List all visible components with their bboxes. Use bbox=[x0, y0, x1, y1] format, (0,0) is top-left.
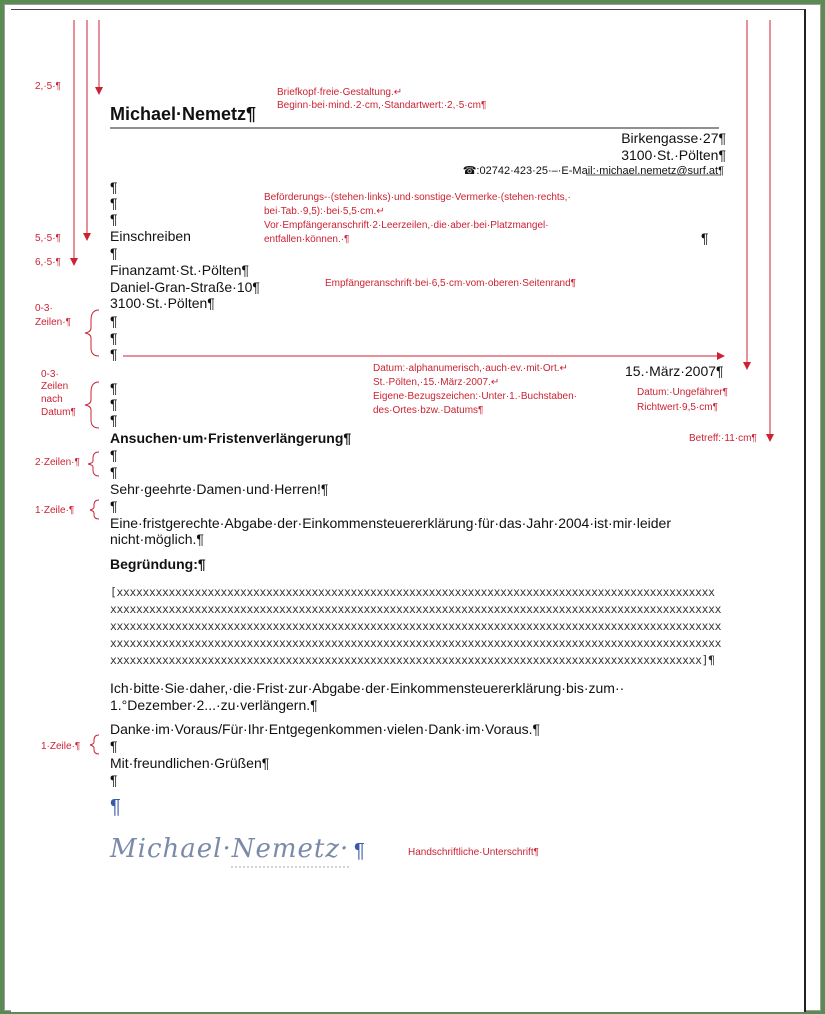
request-text: 1.°Dezember·2...·zu·verlängern.¶ bbox=[110, 697, 318, 713]
date-position-annotation: Richtwert·9,5·cm¶ bbox=[637, 402, 718, 413]
date-annotation: des·Ortes·bzw.·Datums¶ bbox=[373, 405, 484, 416]
recipient-line: 3100·St.·Pölten¶ bbox=[110, 295, 215, 311]
empty-paragraph: ¶ bbox=[110, 380, 118, 396]
margin-annotation: Zeilen·¶ bbox=[35, 317, 71, 328]
empty-paragraph: ¶ bbox=[110, 396, 118, 412]
empty-paragraph: ¶ bbox=[110, 330, 118, 346]
letter-date: 15.·März·2007¶ bbox=[625, 363, 724, 379]
body-text: nicht·möglich.¶ bbox=[110, 531, 204, 547]
margin-annotation: 2·Zeilen·¶ bbox=[35, 457, 80, 468]
recipient-line: Finanzamt·St.·Pölten¶ bbox=[110, 262, 250, 278]
recipient-line: Daniel-Gran-Straße·10¶ bbox=[110, 279, 260, 295]
body-text: Eine·fristgerechte·Abgabe·der·Einkommensteuererklärung·für·das·Jahr·2004·ist·mir·leider bbox=[110, 515, 671, 531]
empty-paragraph: ¶ bbox=[110, 346, 118, 362]
empty-paragraph: ¶ bbox=[110, 464, 118, 480]
sender-name: Michael·Nemetz¶ bbox=[110, 104, 257, 124]
reason-heading: Begründung:¶ bbox=[110, 556, 206, 572]
empty-paragraph: ¶ bbox=[701, 230, 709, 246]
sender-street: Birkengasse·27¶ bbox=[621, 130, 726, 146]
delivery-annotation: Beförderungs-·(stehen·links)·und·sonstige·Vermerke·(stehen·rechts,· bbox=[264, 192, 571, 203]
placeholder-text: [xxxxxxxxxxxxxxxxxxxxxxxxxxxxxxxxxxxxxxxxxxxxxxxxxxxxxxxxxxxxxxxxxxxxxxxxxxxxxxxxxxxxxxxxxxxx bbox=[110, 586, 715, 599]
placeholder-text: xxxxxxxxxxxxxxxxxxxxxxxxxxxxxxxxxxxxxxxxxxxxxxxxxxxxxxxxxxxxxxxxxxxxxxxxxxxxxxxxxxxxxxxxxxxxxx bbox=[110, 637, 722, 650]
margin-annotation: 1·Zeile·¶ bbox=[41, 741, 81, 752]
margin-annotation: nach bbox=[41, 394, 63, 405]
request-text: Ich·bitte·Sie·daher,·die·Frist·zur·Abgabe·der·Einkommensteuererklärung·bis·zum·· bbox=[110, 680, 625, 696]
document-page bbox=[11, 9, 806, 1012]
handwritten-signature: Michael·Nemetz· bbox=[110, 834, 350, 864]
margin-annotation: 0-3· bbox=[41, 369, 59, 380]
empty-paragraph: ¶ bbox=[110, 412, 118, 428]
brace-1-row bbox=[90, 500, 99, 519]
margin-annotation: Datum¶ bbox=[41, 407, 76, 418]
empty-paragraph: ¶ bbox=[110, 796, 121, 818]
delivery-note: Einschreiben bbox=[110, 228, 191, 244]
empty-paragraph: ¶ bbox=[110, 738, 118, 754]
salutation: Sehr·geehrte·Damen·und·Herren!¶ bbox=[110, 481, 329, 497]
sender-contact: ☎:02742·423·25·–·E-Mail:·michael.nemetz@surf.at¶ bbox=[462, 165, 724, 177]
brace-1-row-closing bbox=[90, 735, 99, 754]
empty-paragraph: ¶ bbox=[110, 211, 118, 227]
closing-text: Mit·freundlichen·Grüßen¶ bbox=[110, 755, 270, 771]
placeholder-text: xxxxxxxxxxxxxxxxxxxxxxxxxxxxxxxxxxxxxxxxxxxxxxxxxxxxxxxxxxxxxxxxxxxxxxxxxxxxxxxxxxxxxxxxxxxxxx bbox=[110, 620, 722, 633]
signature-annotation: Handschriftliche·Unterschrift¶ bbox=[408, 847, 539, 858]
brace-0-3-rows bbox=[85, 310, 99, 356]
margin-annotation: 1·Zeile·¶ bbox=[35, 505, 75, 516]
placeholder-text: xxxxxxxxxxxxxxxxxxxxxxxxxxxxxxxxxxxxxxxxxxxxxxxxxxxxxxxxxxxxxxxxxxxxxxxxxxxxxxxxxxxxxxxxxxxxxx bbox=[110, 603, 722, 616]
delivery-annotation: Vor·Empfängeranschrift·2·Leerzeilen,·die·aber·bei·Platzmangel· bbox=[264, 220, 549, 231]
margin-annotation: 0-3· bbox=[35, 303, 53, 314]
delivery-annotation: entfallen·können.·¶ bbox=[264, 234, 350, 245]
margin-annotation: 5,·5·¶ bbox=[35, 233, 61, 244]
margin-annotation: 2,·5·¶ bbox=[35, 81, 61, 92]
brace-2-rows bbox=[88, 452, 99, 476]
delivery-annotation: bei·Tab.·9,5):·bei·5,5·cm.↵ bbox=[264, 206, 385, 217]
date-annotation: Eigene·Bezugszeichen:·Unter·1.·Buchstaben· bbox=[373, 391, 577, 402]
annotation-marks bbox=[11, 10, 804, 1012]
date-annotation: St.·Pölten,·15.·März·2007.↵ bbox=[373, 377, 500, 388]
empty-paragraph: ¶ bbox=[354, 840, 365, 862]
margin-annotation: 6,·5·¶ bbox=[35, 257, 61, 268]
recipient-annotation: Empfängeranschrift·bei·6,5·cm·vom·oberen·Seitenrand¶ bbox=[325, 278, 577, 289]
empty-paragraph: ¶ bbox=[110, 772, 118, 788]
letterhead-annotation: Beginn·bei·mind.·2·cm,·Standartwert:·2,·5·cm¶ bbox=[277, 100, 487, 111]
sender-city: 3100·St.·Pölten¶ bbox=[621, 147, 726, 163]
empty-paragraph: ¶ bbox=[110, 195, 118, 211]
empty-paragraph: ¶ bbox=[110, 447, 118, 463]
letterhead-annotation: Briefkopf·freie·Gestaltung.↵ bbox=[277, 87, 403, 98]
date-position-annotation: Datum:·Ungefährer¶ bbox=[637, 387, 728, 398]
placeholder-text: xxxxxxxxxxxxxxxxxxxxxxxxxxxxxxxxxxxxxxxxxxxxxxxxxxxxxxxxxxxxxxxxxxxxxxxxxxxxxxxxxxxxxxxxxxx]¶ bbox=[110, 654, 715, 667]
date-annotation: Datum:·alphanumerisch,·auch·ev.·mit·Ort.↵ bbox=[373, 363, 568, 374]
subject-line: Ansuchen·um·Fristenverlängerung¶ bbox=[110, 430, 352, 446]
subject-position-annotation: Betreff:·11·cm¶ bbox=[689, 433, 757, 444]
empty-paragraph: ¶ bbox=[110, 313, 118, 329]
empty-paragraph: ¶ bbox=[110, 179, 118, 195]
empty-paragraph: ¶ bbox=[110, 245, 118, 261]
thanks-text: Danke·im·Voraus/Für·Ihr·Entgegenkommen·vielen·Dank·im·Voraus.¶ bbox=[110, 721, 541, 737]
empty-paragraph: ¶ bbox=[110, 498, 118, 514]
margin-annotation: Zeilen bbox=[41, 381, 69, 392]
brace-0-3-rows-after-date bbox=[85, 382, 99, 428]
